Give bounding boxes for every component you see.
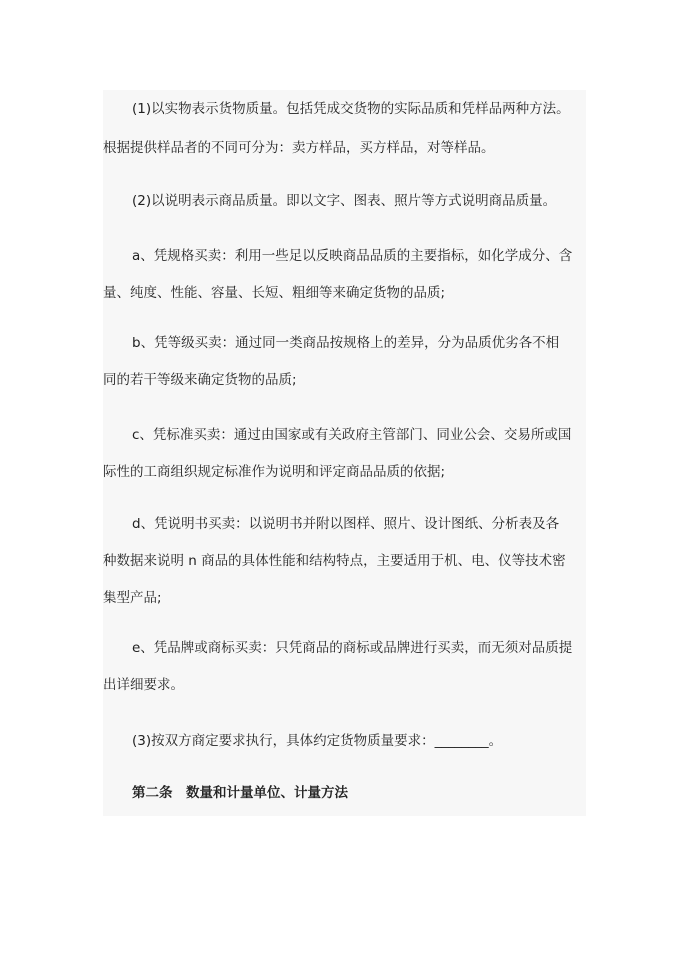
- text-line: 际性的工商组织规定标准作为说明和评定商品品质的依据;: [103, 464, 446, 480]
- paragraph-grade-sale: [103, 330, 586, 393]
- text-line: 出详细要求。: [103, 677, 184, 693]
- text-line: b、凭等级买卖：通过同一类商品按规格上的差异，分为品质优劣各不相: [132, 335, 560, 351]
- paragraph-agreed-requirements: [103, 728, 586, 754]
- paragraph-manual-sale: [103, 511, 586, 611]
- text-line: 集型产品;: [103, 590, 162, 606]
- text-line: 量、纯度、性能、容量、长短、粗细等来确定货物的品质;: [103, 285, 446, 301]
- text-line: e、凭品牌或商标买卖：只凭商品的商标或品牌进行买卖，而无须对品质提: [132, 640, 573, 656]
- text-line: (3)按双方商定要求执行，具体约定货物质量要求：________。: [132, 733, 503, 749]
- text-line: 根据提供样品者的不同可分为：卖方样品，买方样品，对等样品。: [103, 140, 495, 156]
- text-line: 同的若干等级来确定货物的品质;: [103, 372, 297, 388]
- text-line: d、凭说明书买卖：以说明书并附以图样、照片、设计图纸、分析表及各: [132, 516, 560, 532]
- text-line: c、凭标准买卖：通过由国家或有关政府主管部门、同业公会、交易所或国: [132, 427, 572, 443]
- paragraph-specification-sale: [103, 243, 586, 306]
- paragraph-physical-goods: [103, 96, 586, 161]
- text-line: a、凭规格买卖：利用一些足以反映商品品质的主要指标，如化学成分、含: [132, 248, 573, 264]
- paragraph-standard-sale: [103, 422, 586, 485]
- text-line: (1)以实物表示货物质量。包括凭成交货物的实际品质和凭样品两种方法。: [132, 101, 570, 117]
- text-line: 种数据来说明 n 商品的具体性能和结构特点，主要适用于机、电、仪等技术密: [103, 553, 566, 569]
- section-heading: [103, 780, 586, 806]
- paragraph-description-quality: [103, 188, 586, 214]
- section-heading-text: 第二条 数量和计量单位、计量方法: [132, 785, 348, 801]
- paragraph-brand-sale: [103, 635, 586, 698]
- text-line: (2)以说明表示商品质量。即以文字、图表、照片等方式说明商品质量。: [132, 193, 557, 209]
